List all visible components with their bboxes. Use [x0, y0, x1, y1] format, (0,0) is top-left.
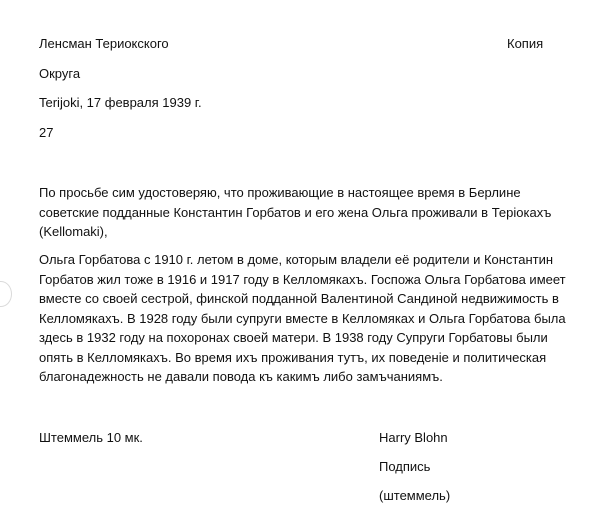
paragraph-line: опять в Келломякахъ. Во время ихъ проживания тутъ, их поведеніе и политическая: [39, 349, 547, 365]
place-date: Terijoki, 17 февраля 1939 г.: [39, 95, 202, 110]
paragraph-line: советские подданные Константин Горбатов и его жена Ольга проживали в Теріокахъ: [39, 204, 552, 220]
copy-label: Копия: [507, 36, 544, 51]
paragraph-line: Ольга Горбатова с 1910 г. летом в доме, которым владели её родители и Константин: [39, 252, 554, 267]
district-label: Округа: [39, 66, 81, 81]
stamp-label: (штеммель): [379, 488, 451, 503]
paragraph-details: [39, 250, 579, 387]
paragraph-line: Келломякахъ. В 1928 году были супруги вместе в Келломяках и Ольга Горбатова была: [39, 310, 566, 326]
official-title: Ленсман Териокского: [39, 36, 169, 51]
page-edge-marker: [0, 281, 12, 307]
paragraph-line: здесь в 1932 году на похоронах своей матери. В 1938 году Супруги Горбатовы были: [39, 330, 548, 345]
paragraph-line: вместе со своей сестрой, финской подданной Валентиной Сандиной недвижимость в: [39, 291, 559, 306]
document-number: 27: [39, 125, 54, 140]
paragraph-line: (Kellomaki),: [39, 224, 108, 239]
paragraph-line: Горбатов жил тоже в 1916 и 1917 году в Келломякахъ. Госпожа Ольга Горбатова имеет: [39, 271, 566, 287]
stamp-fee: Штеммель 10 мк.: [39, 430, 143, 445]
paragraph-line: благонадежность не давали повода къ какимъ либо замъчаниямъ.: [39, 369, 443, 384]
paragraph-line: По просьбе сим удостоверяю, что проживающие в настоящее время в Берлине: [39, 185, 521, 200]
paragraph-certification: [39, 183, 579, 242]
signer-name: Harry Blohn: [379, 430, 448, 445]
signature-label: Подпись: [379, 459, 431, 474]
